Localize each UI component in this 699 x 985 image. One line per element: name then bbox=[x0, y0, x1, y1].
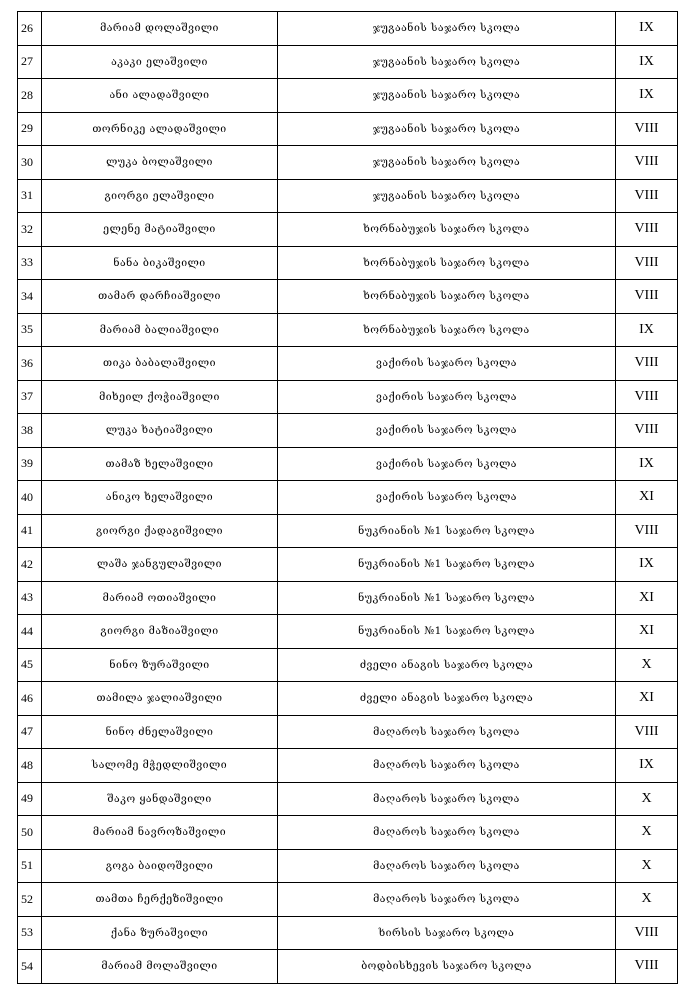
row-number-cell: 52 bbox=[18, 883, 42, 917]
student-name-cell: ნინო ზურაშვილი bbox=[42, 648, 278, 682]
row-number-cell: 51 bbox=[18, 849, 42, 883]
table-row bbox=[18, 12, 678, 46]
student-name-cell: შაკო ყანდაშვილი bbox=[42, 782, 278, 816]
student-name-cell: ქანა ზურაშვილი bbox=[42, 916, 278, 950]
school-name-cell: მაღაროს საჯარო სკოლა bbox=[278, 782, 616, 816]
school-name-cell: ნუკრიანის №1 საჯარო სკოლა bbox=[278, 581, 616, 615]
student-name-cell: მიხეილ ქოჭიაშვილი bbox=[42, 380, 278, 414]
table-row bbox=[18, 112, 678, 146]
participants-table bbox=[17, 11, 678, 984]
row-number-cell: 50 bbox=[18, 816, 42, 850]
student-name-cell: გოგა ბაიდოშვილი bbox=[42, 849, 278, 883]
school-name-cell: ხორნაბუჯის საჯარო სკოლა bbox=[278, 313, 616, 347]
school-name-cell: ხირსის საჯარო სკოლა bbox=[278, 916, 616, 950]
school-name-cell: ხორნაბუჯის საჯარო სკოლა bbox=[278, 213, 616, 247]
student-name-cell: თამთა ჩერქეზიშვილი bbox=[42, 883, 278, 917]
table-row bbox=[18, 246, 678, 280]
row-number-cell: 46 bbox=[18, 682, 42, 716]
table-row bbox=[18, 514, 678, 548]
row-number-cell: 29 bbox=[18, 112, 42, 146]
grade-cell: IX bbox=[616, 447, 678, 481]
school-name-cell: ხორნაბუჯის საჯარო სკოლა bbox=[278, 280, 616, 314]
row-number-cell: 49 bbox=[18, 782, 42, 816]
school-name-cell: ჯუგაანის საჯარო სკოლა bbox=[278, 12, 616, 46]
school-name-cell: მაღაროს საჯარო სკოლა bbox=[278, 883, 616, 917]
grade-cell: VIII bbox=[616, 347, 678, 381]
student-name-cell: მარიამ მოლაშვილი bbox=[42, 950, 278, 984]
row-number-cell: 31 bbox=[18, 179, 42, 213]
grade-cell: VIII bbox=[616, 280, 678, 314]
row-number-cell: 26 bbox=[18, 12, 42, 46]
school-name-cell: ძველი ანაგის საჯარო სკოლა bbox=[278, 648, 616, 682]
grade-cell: IX bbox=[616, 79, 678, 113]
student-name-cell: თამილა ჯალიაშვილი bbox=[42, 682, 278, 716]
table-row bbox=[18, 347, 678, 381]
student-name-cell: თიკა ბაბალაშვილი bbox=[42, 347, 278, 381]
table-row bbox=[18, 648, 678, 682]
student-name-cell: ლუკა ხატიაშვილი bbox=[42, 414, 278, 448]
row-number-cell: 39 bbox=[18, 447, 42, 481]
student-name-cell: მარიამ დოლაშვილი bbox=[42, 12, 278, 46]
student-name-cell: ანი ალადაშვილი bbox=[42, 79, 278, 113]
row-number-cell: 34 bbox=[18, 280, 42, 314]
grade-cell: X bbox=[616, 883, 678, 917]
school-name-cell: ვაქირის საჯარო სკოლა bbox=[278, 481, 616, 515]
student-name-cell: მარიამ ოთიაშვილი bbox=[42, 581, 278, 615]
grade-cell: XI bbox=[616, 481, 678, 515]
grade-cell: VIII bbox=[616, 414, 678, 448]
grade-cell: IX bbox=[616, 749, 678, 783]
grade-cell: XI bbox=[616, 682, 678, 716]
table-row bbox=[18, 715, 678, 749]
grade-cell: VIII bbox=[616, 514, 678, 548]
row-number-cell: 54 bbox=[18, 950, 42, 984]
grade-cell: IX bbox=[616, 45, 678, 79]
table-row bbox=[18, 146, 678, 180]
grade-cell: XI bbox=[616, 615, 678, 649]
table-row bbox=[18, 581, 678, 615]
grade-cell: IX bbox=[616, 12, 678, 46]
school-name-cell: ვაქირის საჯარო სკოლა bbox=[278, 447, 616, 481]
table-row bbox=[18, 782, 678, 816]
school-name-cell: ვაქირის საჯარო სკოლა bbox=[278, 347, 616, 381]
school-name-cell: ნუკრიანის №1 საჯარო სკოლა bbox=[278, 615, 616, 649]
school-name-cell: ჯუგაანის საჯარო სკოლა bbox=[278, 45, 616, 79]
grade-cell: VIII bbox=[616, 213, 678, 247]
table-row bbox=[18, 749, 678, 783]
student-name-cell: ნინო ძნელაშვილი bbox=[42, 715, 278, 749]
grade-cell: VIII bbox=[616, 380, 678, 414]
student-name-cell: მარიამ ბალიაშვილი bbox=[42, 313, 278, 347]
row-number-cell: 33 bbox=[18, 246, 42, 280]
school-name-cell: მაღაროს საჯარო სკოლა bbox=[278, 849, 616, 883]
school-name-cell: ბოდბისხევის საჯარო სკოლა bbox=[278, 950, 616, 984]
grade-cell: VIII bbox=[616, 112, 678, 146]
row-number-cell: 27 bbox=[18, 45, 42, 79]
table-row bbox=[18, 414, 678, 448]
row-number-cell: 45 bbox=[18, 648, 42, 682]
student-name-cell: სალომე მჭედლიშვილი bbox=[42, 749, 278, 783]
student-name-cell: მარიამ ნავროზაშვილი bbox=[42, 816, 278, 850]
student-name-cell: ანიკო ხელაშვილი bbox=[42, 481, 278, 515]
grade-cell: XI bbox=[616, 581, 678, 615]
grade-cell: IX bbox=[616, 313, 678, 347]
school-name-cell: ჯუგაანის საჯარო სკოლა bbox=[278, 146, 616, 180]
table-row bbox=[18, 548, 678, 582]
student-name-cell: თამაზ ხელაშვილი bbox=[42, 447, 278, 481]
row-number-cell: 42 bbox=[18, 548, 42, 582]
row-number-cell: 35 bbox=[18, 313, 42, 347]
table-row bbox=[18, 380, 678, 414]
table-row bbox=[18, 883, 678, 917]
row-number-cell: 48 bbox=[18, 749, 42, 783]
grade-cell: VIII bbox=[616, 179, 678, 213]
grade-cell: VIII bbox=[616, 950, 678, 984]
school-name-cell: ძველი ანაგის საჯარო სკოლა bbox=[278, 682, 616, 716]
grade-cell: X bbox=[616, 648, 678, 682]
table-row bbox=[18, 179, 678, 213]
table-row bbox=[18, 950, 678, 984]
row-number-cell: 47 bbox=[18, 715, 42, 749]
school-name-cell: ვაქირის საჯარო სკოლა bbox=[278, 414, 616, 448]
school-name-cell: ხორნაბუჯის საჯარო სკოლა bbox=[278, 246, 616, 280]
school-name-cell: ნუკრიანის №1 საჯარო სკოლა bbox=[278, 514, 616, 548]
school-name-cell: ვაქირის საჯარო სკოლა bbox=[278, 380, 616, 414]
row-number-cell: 40 bbox=[18, 481, 42, 515]
row-number-cell: 43 bbox=[18, 581, 42, 615]
table-row bbox=[18, 816, 678, 850]
grade-cell: VIII bbox=[616, 715, 678, 749]
student-name-cell: ელენე მატიაშვილი bbox=[42, 213, 278, 247]
school-name-cell: ნუკრიანის №1 საჯარო სკოლა bbox=[278, 548, 616, 582]
row-number-cell: 28 bbox=[18, 79, 42, 113]
student-name-cell: გიორგი ქადაგიშვილი bbox=[42, 514, 278, 548]
student-name-cell: გიორგი მაზიაშვილი bbox=[42, 615, 278, 649]
grade-cell: VIII bbox=[616, 916, 678, 950]
table-row bbox=[18, 447, 678, 481]
school-name-cell: ჯუგაანის საჯარო სკოლა bbox=[278, 179, 616, 213]
student-name-cell: ნანა ბიკაშვილი bbox=[42, 246, 278, 280]
school-name-cell: ჯუგაანის საჯარო სკოლა bbox=[278, 112, 616, 146]
row-number-cell: 53 bbox=[18, 916, 42, 950]
student-name-cell: აკაკი ელაშვილი bbox=[42, 45, 278, 79]
table-row bbox=[18, 280, 678, 314]
table-row bbox=[18, 682, 678, 716]
student-name-cell: გიორგი ელაშვილი bbox=[42, 179, 278, 213]
row-number-cell: 30 bbox=[18, 146, 42, 180]
row-number-cell: 36 bbox=[18, 347, 42, 381]
row-number-cell: 44 bbox=[18, 615, 42, 649]
table-row bbox=[18, 615, 678, 649]
grade-cell: X bbox=[616, 816, 678, 850]
table-row bbox=[18, 313, 678, 347]
table-row bbox=[18, 79, 678, 113]
table-row bbox=[18, 481, 678, 515]
row-number-cell: 41 bbox=[18, 514, 42, 548]
student-name-cell: თამარ დარჩიაშვილი bbox=[42, 280, 278, 314]
table-row bbox=[18, 916, 678, 950]
row-number-cell: 32 bbox=[18, 213, 42, 247]
student-name-cell: ლაშა ჯანგულაშვილი bbox=[42, 548, 278, 582]
row-number-cell: 37 bbox=[18, 380, 42, 414]
grade-cell: X bbox=[616, 849, 678, 883]
table-row bbox=[18, 849, 678, 883]
school-name-cell: ჯუგაანის საჯარო სკოლა bbox=[278, 79, 616, 113]
grade-cell: IX bbox=[616, 548, 678, 582]
grade-cell: VIII bbox=[616, 146, 678, 180]
student-name-cell: თორნიკე ალადაშვილი bbox=[42, 112, 278, 146]
grade-cell: VIII bbox=[616, 246, 678, 280]
table-row bbox=[18, 213, 678, 247]
school-name-cell: მაღაროს საჯარო სკოლა bbox=[278, 749, 616, 783]
school-name-cell: მაღაროს საჯარო სკოლა bbox=[278, 816, 616, 850]
row-number-cell: 38 bbox=[18, 414, 42, 448]
participants-table-body bbox=[18, 12, 678, 984]
table-row bbox=[18, 45, 678, 79]
school-name-cell: მაღაროს საჯარო სკოლა bbox=[278, 715, 616, 749]
student-name-cell: ლუკა ბოლაშვილი bbox=[42, 146, 278, 180]
grade-cell: X bbox=[616, 782, 678, 816]
